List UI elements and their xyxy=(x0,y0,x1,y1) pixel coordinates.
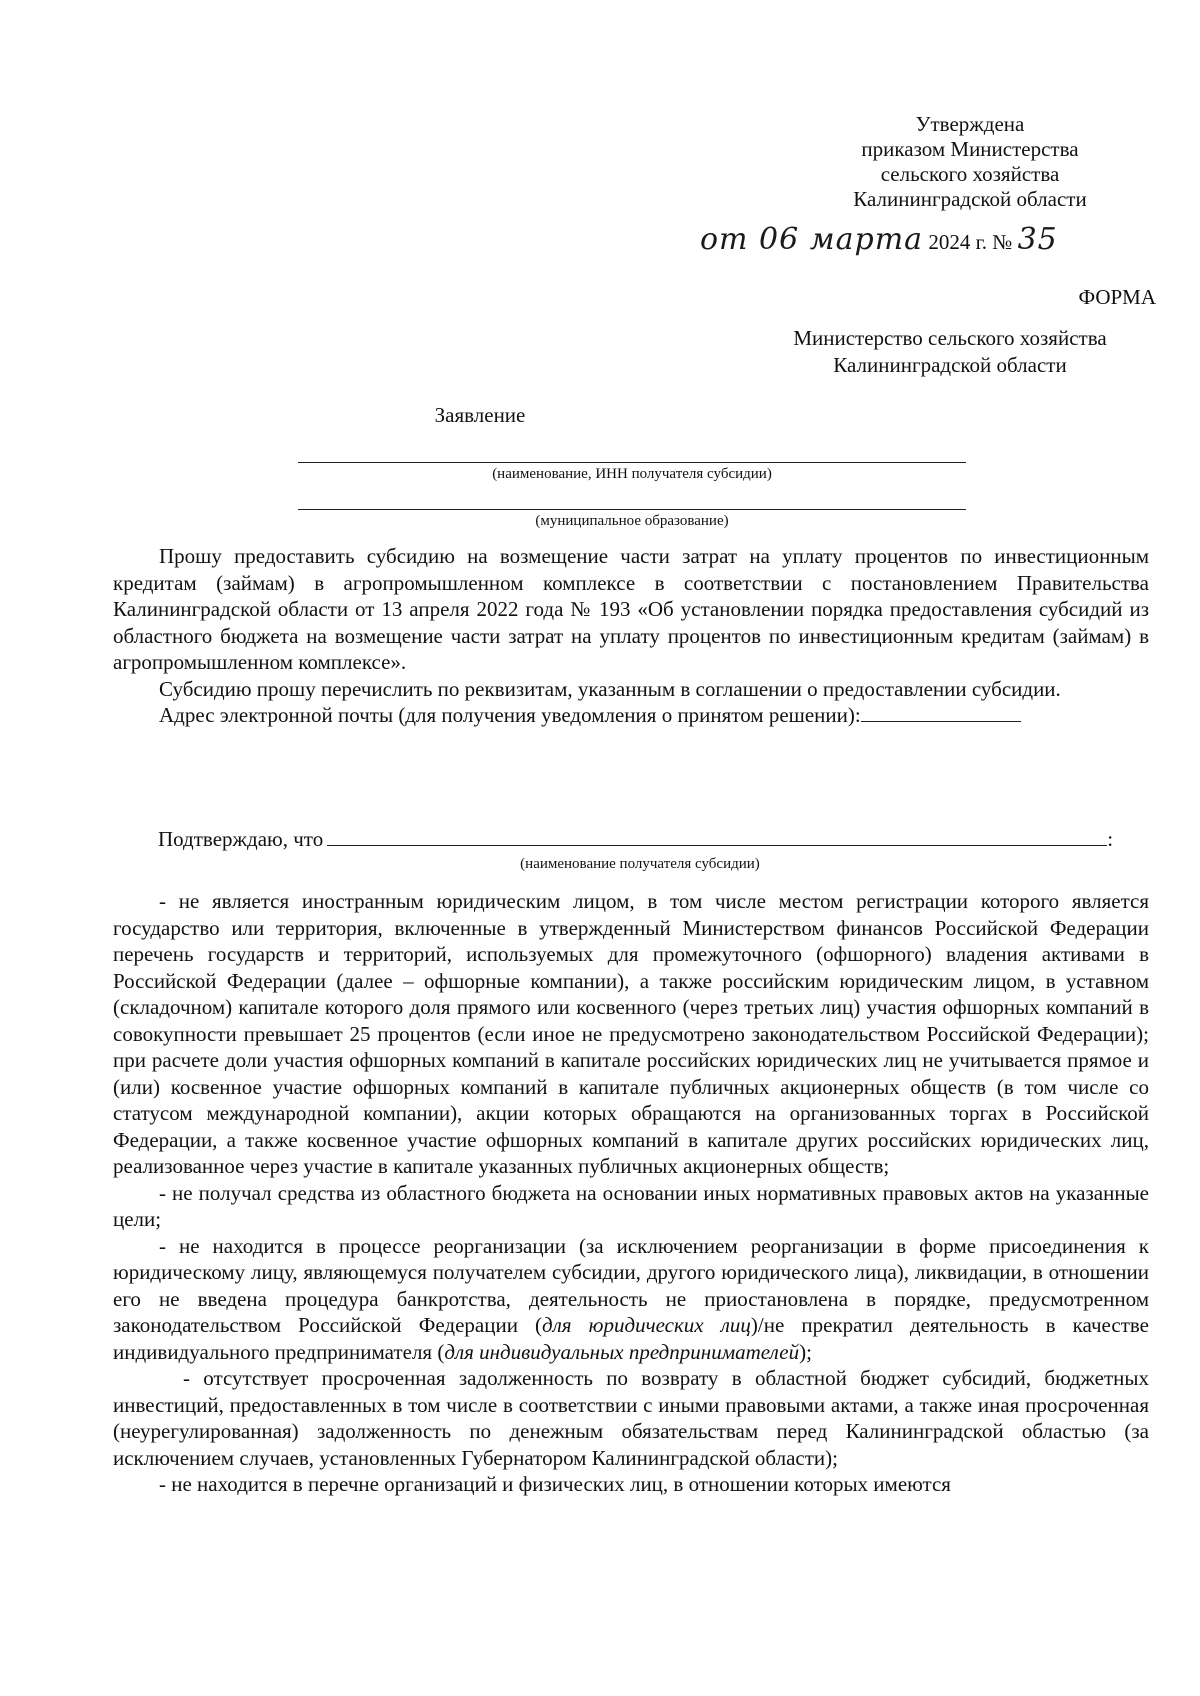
form-label: ФОРМА xyxy=(1078,285,1156,309)
list-item-text: ); xyxy=(799,1339,812,1364)
email-field[interactable] xyxy=(861,703,1021,722)
document-title: Заявление xyxy=(434,403,526,427)
approval-line: Утверждена xyxy=(915,112,1025,136)
body-paragraph: Субсидию прошу перечислить по реквизитам, указанным в соглашении о предоставлении субсидии. xyxy=(159,676,1061,701)
approval-line: приказом Министерства xyxy=(861,137,1079,161)
list-item-emphasis: для индивидуальных предпринимателей xyxy=(444,1339,800,1364)
list-item: - отсутствует просроченная задолженность по возврату в областной бюджет субсидий, бюджетных инвестиций, предоставленных в том числе в соответствии с иными правовыми актами, а также иная просроченная (неурегулированная) задолженность по денежным обязательствам перед Калининградской областью (за исключением случаев, установленных Губернатором Калининградской области); xyxy=(113,1366,1149,1470)
list-item xyxy=(113,1233,1149,1366)
application-body xyxy=(113,543,1149,729)
recipient-caption: (наименование, ИНН получателя субсидии) xyxy=(492,466,772,482)
date-year: 2024 г. № xyxy=(928,230,1013,254)
handwritten-date: от 06 марта xyxy=(700,222,924,257)
email-row xyxy=(113,702,1149,729)
approval-line: Калининградской области xyxy=(853,187,1087,211)
handwritten-number: 35 xyxy=(1017,222,1058,257)
approval-line: сельского хозяйства xyxy=(880,162,1060,186)
municipality-caption: (муниципальное образование) xyxy=(535,513,729,529)
list-item: - не находится в перечне организаций и физических лиц, в отношении которых имеются xyxy=(159,1472,951,1496)
addressee-line: Министерство сельского хозяйства xyxy=(793,326,1107,350)
confirm-suffix: : xyxy=(1107,827,1114,851)
addressee-block xyxy=(740,325,1160,379)
list-item: - не является иностранным юридическим лицом, в том числе местом регистрации которого является государство или территория, включенные в утвержденный Министерством финансов Российской Федерации перечень государств и территорий, используемых для промежуточного (офшорного) владения активами в Российской Федерации (далее – офшорные компании), а также российским юридическим лицом, в уставном (складочном) капитале которого доля прямого или косвенного (через третьих лиц) участия офшорных компаний в совокупности превышает 25 процентов (если иное не предусмотрено законодательством Российской Федерации); при расчете доли участия офшорных компаний в капитале российских юридических лиц не учитывается прямое и (или) косвенное участие офшорных компаний в капитале публичных акционерных обществ (в том числе со статусом международной компании), акции которых обращаются на организованных торгах в Российской Федерации, а также косвенное участие офшорных компаний в капитале других российских юридических лиц, реализованное через участие в капитале указанных публичных акционерных обществ; xyxy=(113,889,1149,1178)
confirm-row xyxy=(158,827,1148,852)
email-label: Адрес электронной почты (для получения уведомления о принятом решении): xyxy=(159,703,861,727)
body-paragraph: Прошу предоставить субсидию на возмещение части затрат на уплату процентов по инвестиционным кредитам (займам) в агропромышленном комплексе в соответствии с постановлением Правительства Калининградской области от 13 апреля 2022 года № 193 «Об установлении порядка предоставления субсидий из областного бюджета на возмещение части затрат на уплату процентов по инвестиционным кредитам (займам) в агропромышленном комплексе». xyxy=(113,544,1149,674)
confirm-recipient-field[interactable] xyxy=(327,827,1107,846)
approval-stamp-block xyxy=(820,112,1120,212)
list-item-text: )/не прекратил деятельность в качестве индивидуального предпринимателя ( xyxy=(113,1313,1149,1364)
list-item-emphasis: для юридических лиц xyxy=(542,1313,751,1337)
list-item: - не получал средства из областного бюджета на основании иных нормативных правовых актов на указанные цели; xyxy=(113,1180,1149,1231)
confirm-caption: (наименование получателя субсидии) xyxy=(520,856,760,872)
confirm-label: Подтверждаю, что xyxy=(158,827,324,851)
addressee-line: Калининградской области xyxy=(833,353,1067,377)
municipality-field[interactable] xyxy=(298,509,966,510)
conditions-list xyxy=(113,888,1149,1498)
list-item-text: - не находится в процессе реорганизации (за исключением реорганизации в форме присоединения к юридическому лицу, являющемуся получателем субсидии, другого юридического лица), ликвидации, в отношении его не введена процедура банкротства, деятельность не приостановлена в порядке, предусмотренном законодательством Российской Федерации ( xyxy=(113,1233,1149,1337)
approval-date-line xyxy=(700,222,1120,257)
recipient-name-field[interactable] xyxy=(298,462,966,463)
